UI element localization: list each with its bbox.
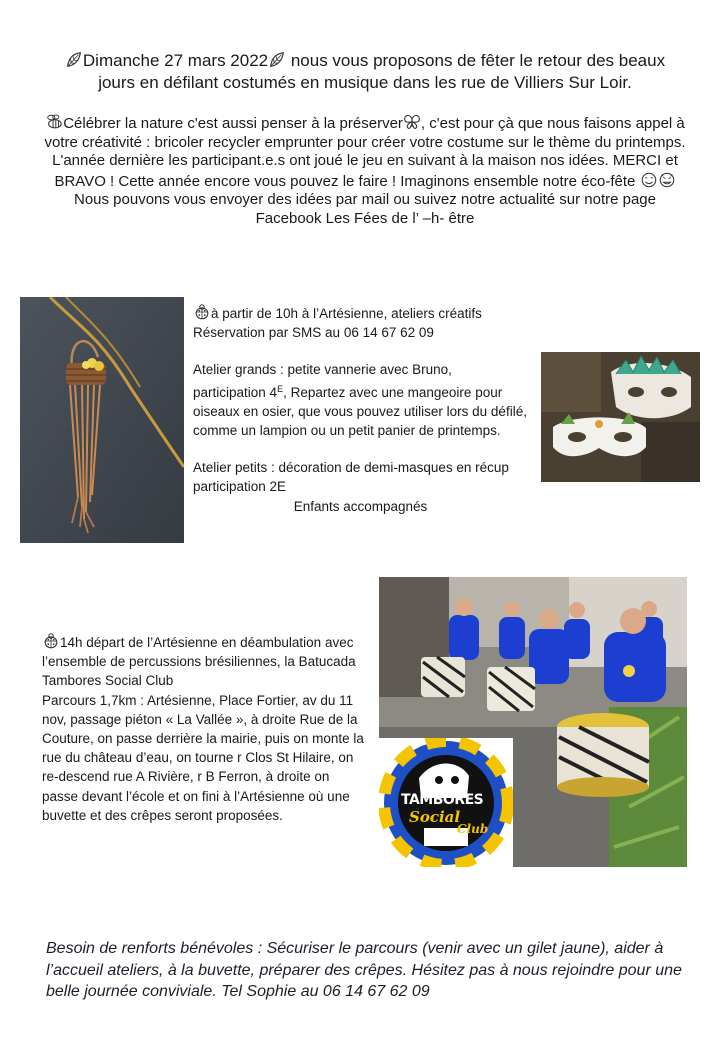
intro-paragraph-1 <box>40 50 690 94</box>
tambores-social-club-logo <box>379 738 513 867</box>
intro-line-1: nous vous proposons de fêter le retour des beaux <box>286 51 666 70</box>
logo-word-tambores: TAMBORES <box>401 792 484 808</box>
parade-section <box>42 632 364 825</box>
children-accompanied: Enfants accompagnés <box>293 498 428 514</box>
intro-paragraph-2 <box>40 113 690 228</box>
bee-icon <box>45 113 63 131</box>
ladybug-icon <box>42 632 60 650</box>
event-date: Dimanche 27 mars 2022 <box>82 51 269 70</box>
atelier-grands-text-a: Atelier grands : petite vannerie avec Bruno, participation 4 <box>193 362 452 400</box>
butterfly-icon <box>403 113 421 131</box>
atelier-petits: Atelier petits : décoration de demi-masques en récup participation 2E <box>193 460 509 495</box>
intro-p2-part-a: Célébrer la nature c'est aussi penser à la préserver <box>63 115 403 132</box>
workshop-time-place: à partir de 10h à l’Artésienne, ateliers créatifs <box>211 306 482 321</box>
smiley-icon <box>658 171 676 189</box>
wicker-basket-photo <box>20 297 184 543</box>
intro-line-2: jours en défilant costumés en musique dans les rue de Villiers Sur Loir. <box>98 73 632 92</box>
workshop-reservation: Réservation par SMS au 06 14 67 62 09 <box>193 325 434 341</box>
parade-route: Parcours 1,7km : Artésienne, Place Fortier, av du 11 nov, passage piéton « La Vallée », à droite Rue de la Couture, on passe derrière la mairie, puis on monte la rue du château d’eau, on tourne r Clos St Hilaire, on re-descend rue A Rivière, r B Ferron, à droite on passe devant l’école et on fini à l’Artésienne où une buvette et des crêpes seront proposées. <box>42 692 364 823</box>
logo-word-club: Club <box>457 822 489 836</box>
atelier-grands <box>193 360 528 440</box>
logo-word-social: Social <box>409 808 461 826</box>
smiley-icon <box>640 171 658 189</box>
masks-photo <box>541 352 700 482</box>
parade-departure: 14h départ de l’Artésienne en déambulation avec l’ensemble de percussions brésiliennes, la Batucada Tambores Social Club <box>42 635 356 689</box>
atelier-grands-text-b: , Repartez avec une mangeoire pour oiseaux en osier, que vous pouvez utiliser lors du défilé, comme un lampion ou un petit panier de printemps. <box>193 384 527 439</box>
euro-superscript: E <box>277 383 284 394</box>
volunteers-call: Besoin de renforts bénévoles : Sécuriser le parcours (venir avec un gilet jaune), aider à l’accueil ateliers, à la buvette, préparer des crêpes. Hésitez pas à nous rejoindre pour une belle journée conviviale. Tel Sophie au 06 14 67 62 09 <box>46 940 682 1000</box>
ladybug-icon <box>193 303 211 321</box>
leaf-icon <box>65 51 83 69</box>
workshop-section <box>193 303 528 516</box>
intro-text <box>40 50 690 228</box>
intro-p2-part-c: Nous pouvons vous envoyer des idées par mail ou suivez notre actualité sur notre page Facebook Les Fées de l’ –h- être <box>73 191 656 227</box>
leaf-icon <box>268 51 286 69</box>
intro-p2-part-b: , c'est pour çà que nous faisons appel à votre créativité : bricoler recycler emprunter pour créer votre costume sur le thème du printemps. L'année dernière les participant.e.s ont joué le jeu en suivant à la maison nos idées. MERCI et BRAVO ! Cette année encore vous pouvez le faire ! Imaginons ensemble notre éco-fête <box>44 115 686 190</box>
